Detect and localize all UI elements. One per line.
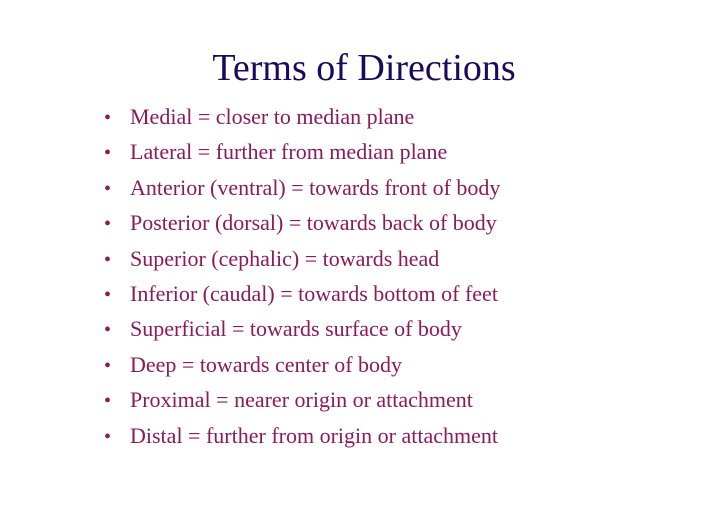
bullet-dot-icon: • bbox=[104, 177, 112, 200]
bullet-dot-icon: • bbox=[104, 142, 112, 165]
slide-title-text: Terms of Directions bbox=[212, 47, 516, 89]
bullet-text: Superficial = towards surface of body bbox=[130, 316, 462, 342]
bullet-dot-icon: • bbox=[104, 390, 112, 413]
bullet-text: Proximal = nearer origin or attachment bbox=[130, 387, 473, 413]
bullet-item bbox=[104, 418, 500, 453]
bullet-item bbox=[104, 170, 500, 205]
bullet-text: Anterior (ventral) = towards front of body bbox=[130, 174, 501, 200]
bullet-dot-icon: • bbox=[104, 213, 112, 236]
bullet-text: Medial = closer to median plane bbox=[130, 104, 415, 129]
bullet-dot-icon: • bbox=[104, 425, 112, 448]
slide-title bbox=[0, 44, 728, 92]
bullet-item bbox=[104, 347, 500, 382]
bullet-item bbox=[104, 276, 500, 311]
bullet-item bbox=[104, 99, 500, 134]
bullet-dot-icon: • bbox=[104, 248, 112, 271]
bullet-item bbox=[104, 205, 500, 240]
bullet-dot-icon: • bbox=[104, 354, 112, 377]
bullet-item bbox=[104, 382, 500, 417]
bullet-item bbox=[104, 241, 500, 276]
bullet-dot-icon: • bbox=[104, 319, 112, 342]
bullet-item bbox=[104, 311, 500, 346]
bullet-dot-icon: • bbox=[104, 107, 112, 129]
bullet-dot-icon: • bbox=[104, 283, 112, 306]
bullet-item bbox=[104, 134, 500, 169]
bullet-text: Superior (cephalic) = towards head bbox=[130, 245, 440, 271]
bullet-text: Posterior (dorsal) = towards back of body bbox=[130, 210, 497, 236]
bullet-text: Inferior (caudal) = towards bottom of feet bbox=[130, 280, 498, 306]
bullet-text: Deep = towards center of body bbox=[130, 351, 403, 377]
bullet-list bbox=[104, 99, 500, 453]
bullet-text: Distal = further from origin or attachment bbox=[130, 422, 498, 448]
bullet-text: Lateral = further from median plane bbox=[130, 139, 448, 165]
